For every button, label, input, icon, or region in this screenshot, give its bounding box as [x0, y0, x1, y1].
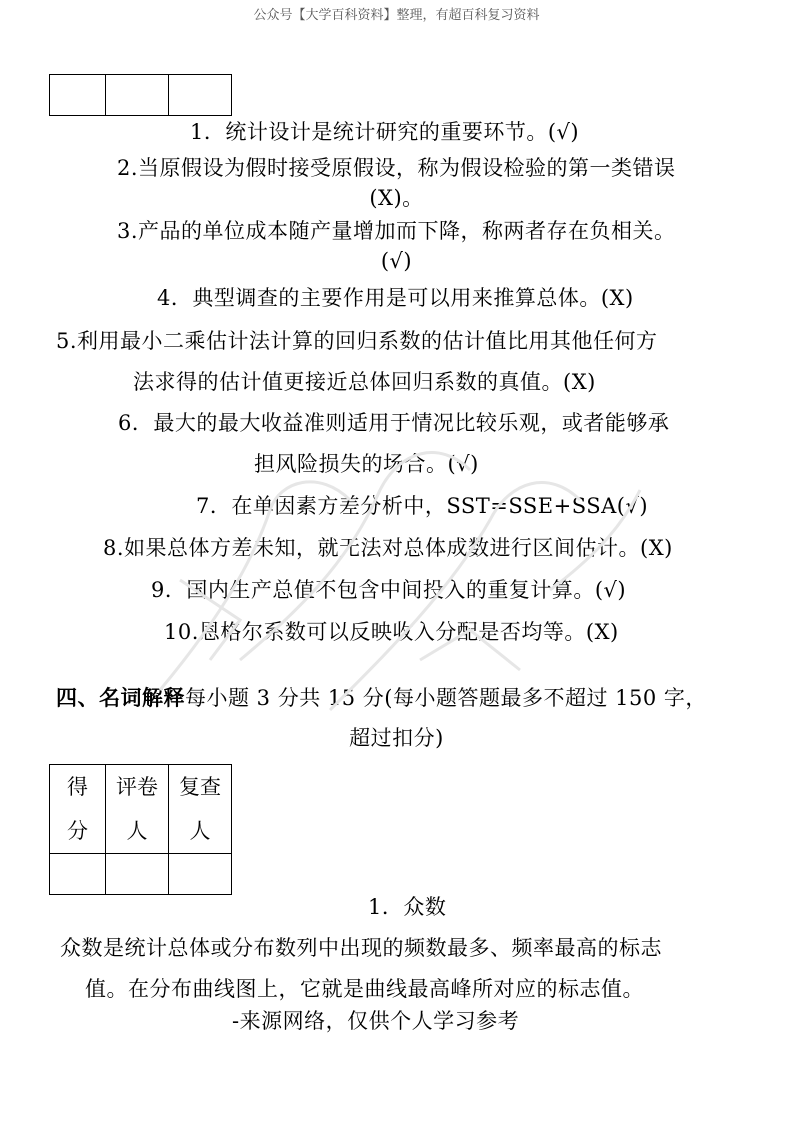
- tf-item-4: 4．典型调查的主要作用是可以用来推算总体。(X): [157, 286, 634, 310]
- tf-item-3-line1: 3.产品的单位成本随产量增加而下降，称两者存在负相关。: [117, 219, 676, 243]
- tf-item-10: 10.恩格尔系数可以反映收入分配是否均等。(X): [164, 620, 619, 644]
- grader-empty-cell: [106, 854, 169, 895]
- section4-heading: [56, 683, 707, 713]
- score-cell: [50, 75, 106, 116]
- tf-item-6-line2: 担风险损失的场合。(√): [254, 452, 479, 476]
- grader-label: 复查: [179, 775, 221, 799]
- tf-item-8: 8.如果总体方差未知，就无法对总体成数进行区间估计。(X): [103, 536, 673, 560]
- grader-label: 分: [67, 819, 88, 843]
- term1-title: 1．众数: [368, 895, 447, 919]
- term1-source: -来源网络，仅供个人学习参考: [232, 1009, 520, 1033]
- tf-item-2-line2: (X)。: [369, 186, 424, 210]
- page-header: 公众号【大学百科资料】整理，有超百科复习资料: [253, 8, 540, 23]
- term1-line2: 值。在分布曲线图上，它就是曲线最高峰所对应的标志值。: [85, 977, 644, 1001]
- score-cell: [169, 75, 232, 116]
- tf-item-6-line1: 6．最大的最大收益准则适用于情况比较乐观，或者能够承: [118, 411, 670, 435]
- grader-label: 得: [67, 775, 88, 799]
- grader-cell-score: [50, 765, 106, 854]
- tf-item-5-line1: 5.利用最小二乘估计法计算的回归系数的估计值比用其他任何方: [56, 329, 658, 353]
- tf-item-2-line1: 2.当原假设为假时接受原假设，称为假设检验的第一类错误: [117, 156, 676, 180]
- section4-title-bold: 四、名词解释: [56, 686, 185, 710]
- term1-line1: 众数是统计总体或分布数列中出现的频数最多、频率最高的标志: [60, 936, 662, 960]
- tf-item-3-line2: (√): [380, 249, 413, 273]
- grader-cell-checker: [169, 765, 232, 854]
- score-cell: [106, 75, 169, 116]
- section4-heading-line2: 超过扣分): [349, 726, 444, 750]
- tf-item-5-line2: 法求得的估计值更接近总体回归系数的真值。(X): [133, 370, 596, 394]
- grader-table: [49, 764, 232, 895]
- grader-empty-cell: [50, 854, 106, 895]
- grader-label: 人: [189, 819, 211, 843]
- section4-title-rest: 每小题 3 分共 15 分(每小题答题最多不超过 150 字，: [185, 686, 707, 710]
- grader-label: 人: [126, 819, 148, 843]
- grader-cell-reviewer: [106, 765, 169, 854]
- tf-item-7: 7．在单因素方差分析中，SST=SSE+SSA(√): [196, 494, 649, 518]
- tf-item-1: 1．统计设计是统计研究的重要环节。(√): [190, 120, 580, 144]
- tf-item-9: 9．国内生产总值不包含中间投入的重复计算。(√): [151, 578, 627, 602]
- score-table-top: [49, 74, 232, 116]
- grader-label: 评卷: [116, 775, 158, 799]
- grader-empty-cell: [169, 854, 232, 895]
